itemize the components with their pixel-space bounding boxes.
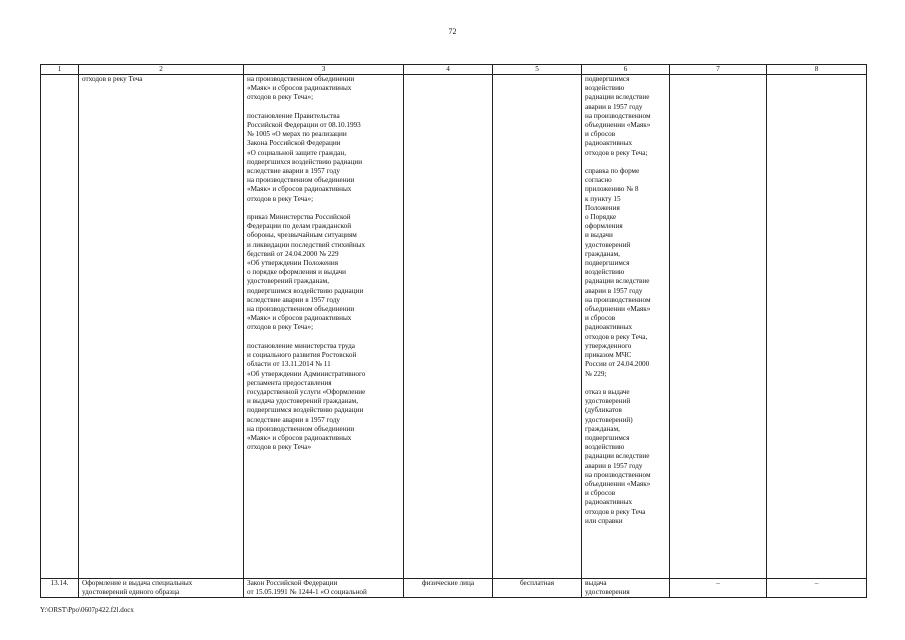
table-row — [41, 579, 867, 598]
column-header-1: 1 — [41, 65, 79, 75]
payment-cell: бесплатная — [493, 579, 582, 598]
column-header-7: 7 — [670, 65, 767, 75]
legal-basis-cell: на производственном объединении «Маяк» и сбросов радиоактивных отходов в реку Теча»; постановление Правительства Российской Федерации от 08.10.1993 № 1005 «О мерах по реализации Закона Российской Федерации «О социальной защите граждан, подвергшихся воздействию радиации вследствие аварии в 1957 году на производственном объединении «Маяк» и сбросов радиоактивных отходов в реку Теча»; приказ Министерства Российской Федерации по делам гражданской обороны, чрезвычайным ситуациям и ликвидации последствий стихийных бедствий от 24.04.2000 № 229 «Об утверждении Положения о порядке оформления и выдачи удостоверений гражданам, подвергшимся воздействию радиации вследствие аварии в 1957 году на производственном объединении «Маяк» и сбросов радиоактивных отходов в реку Теча»; постановление министерства труда и социального развития Ростовской области от 13.11.2014 № 11 «Об утверждении Административного регламента предоставления государственной услуги «Оформление и выдача удостоверений гражданам, подвергшимся воздействию радиации вследствие аварии в 1957 году на производственном объединении «Маяк» и сбросов радиоактивных отходов в реку Теча» — [244, 75, 404, 579]
row-number-cell — [41, 75, 79, 579]
column-header-2: 2 — [79, 65, 244, 75]
column-header-3: 3 — [244, 65, 404, 75]
service-name-cell: отходов в реку Теча — [79, 75, 244, 579]
services-table — [40, 64, 867, 598]
column-header-5: 5 — [493, 65, 582, 75]
column-7-cell — [670, 75, 767, 579]
table-row — [41, 75, 867, 579]
column-7-cell: – — [670, 579, 767, 598]
service-name-cell: Оформление и выдача специальных удостоверений единого образца — [79, 579, 244, 598]
page-number: 72 — [448, 27, 457, 36]
footer-file-path: Y:\ORST\Ppo\0607p422.f2l.docx — [40, 606, 134, 614]
payment-cell — [493, 75, 582, 579]
column-8-cell: – — [767, 579, 867, 598]
column-header-4: 4 — [404, 65, 493, 75]
column-header-6: 6 — [582, 65, 670, 75]
column-number-row — [41, 65, 867, 75]
legal-basis-cell: Закон Российской Федерации от 15.05.1991 № 1244-1 «О социальной — [244, 579, 404, 598]
recipients-cell: физические лица — [404, 579, 493, 598]
result-cell: выдача удостоверения — [582, 579, 670, 598]
result-cell: подвергшимся воздействию радиации вследствие аварии в 1957 году на производственном объединении «Маяк» и сбросов радиоактивных отходов в реку Теча; справка по форме согласно приложению № 8 к пункту 15 Положения о Порядке оформления и выдачи удостоверений гражданам, подвергшимся воздействию радиации вследствие аварии в 1957 году на производственном объединении «Маяк» и сбросов радиоактивных отходов в реку Теча, утвержденного приказом МЧС России от 24.04.2000 № 229; отказ в выдаче удостоверений (дубликатов удостоверений) гражданам, подвергшимся воздействию радиации вследствие аварии в 1957 году на производственном объединении «Маяк» и сбросов радиоактивных отходов в реку Теча или справки — [582, 75, 670, 579]
column-8-cell — [767, 75, 867, 579]
row-number-cell: 13.14. — [41, 579, 79, 598]
recipients-cell — [404, 75, 493, 579]
column-header-8: 8 — [767, 65, 867, 75]
